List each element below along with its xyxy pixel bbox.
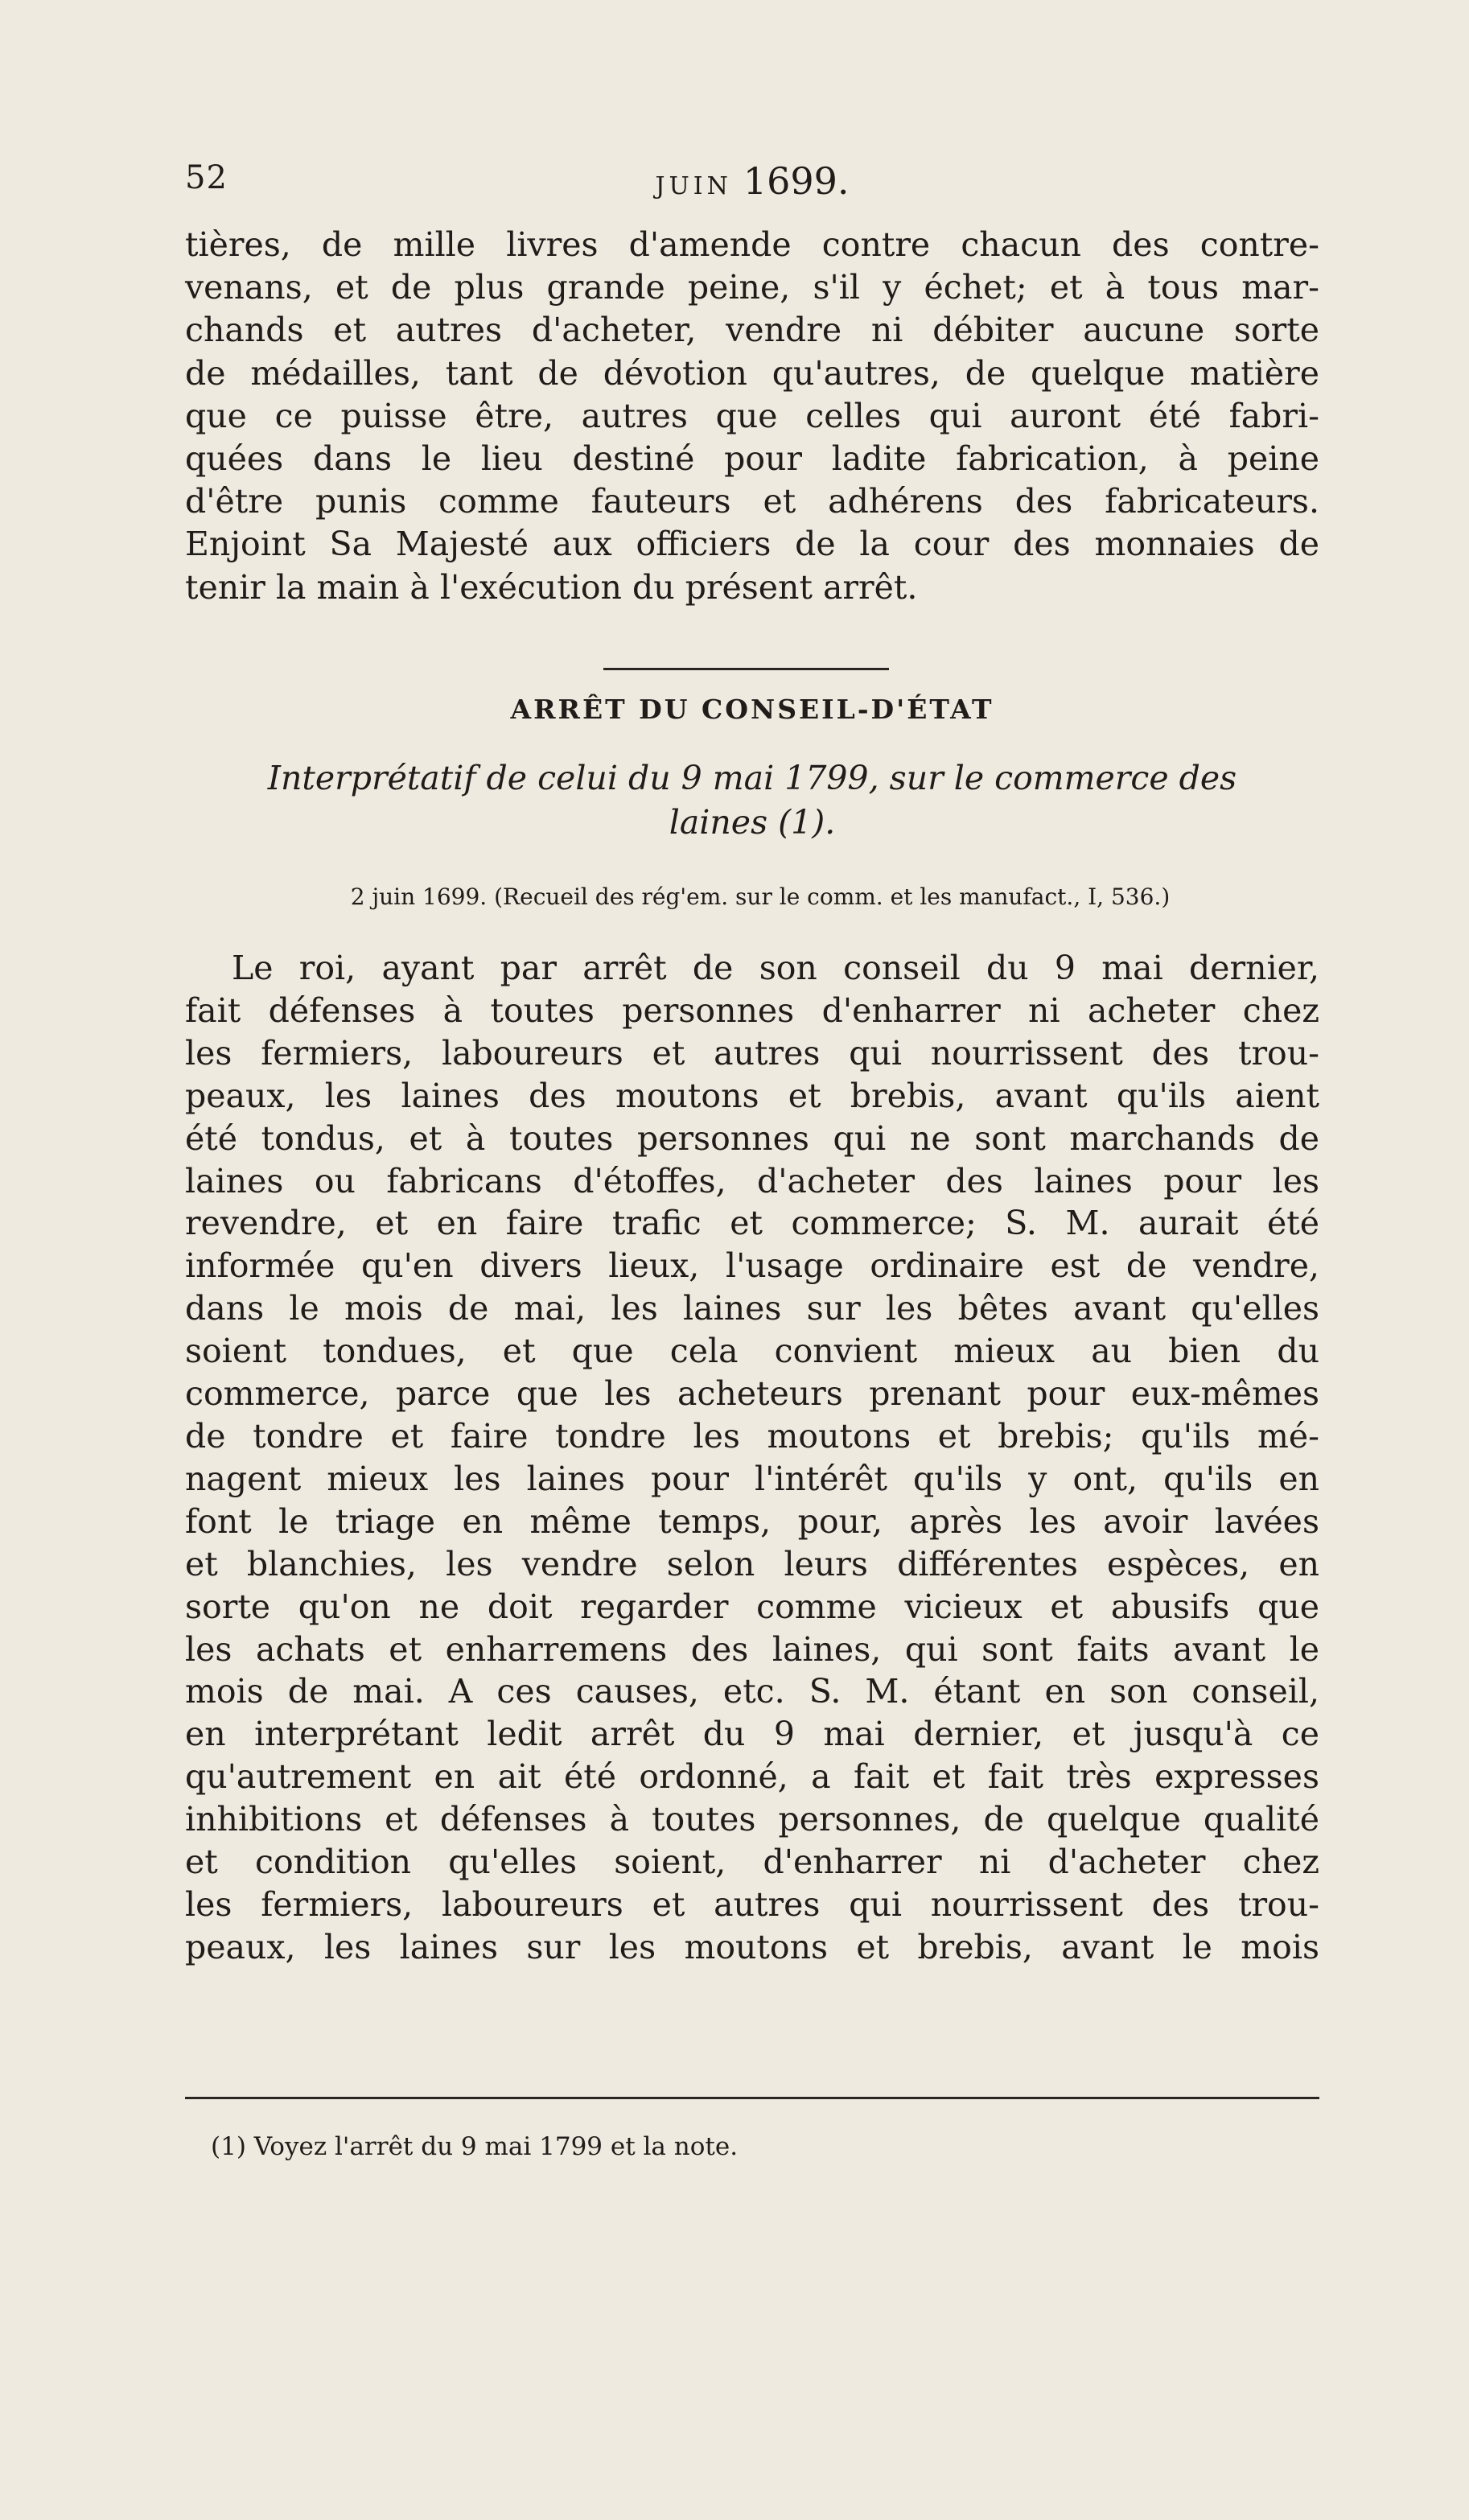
decree-title: ARRÊT DU CONSEIL-D'ÉTAT: [510, 694, 994, 725]
text-line: tenir la main à l'exécution du présent arrêt.: [185, 567, 918, 607]
text-line: tières, de mille livres d'amende contre chacun des contre-: [185, 225, 1319, 264]
text-line: soient tondues, et que cela convient mieux au bien du: [185, 1332, 1319, 1371]
decree-source-citation: 2 juin 1699. (Recueil des rég'em. sur le comm. et les manufact., I, 536.): [350, 883, 1171, 910]
text-line: revendre, et en faire trafic et commerce; S. M. aurait été: [185, 1204, 1319, 1243]
text-line: peaux, les laines des moutons et brebis, avant qu'ils aient: [185, 1076, 1319, 1115]
text-line: dans le mois de mai, les laines sur les bêtes avant qu'elles: [185, 1289, 1319, 1328]
text-line: commerce, parce que les acheteurs prenant pour eux-mêmes: [185, 1374, 1319, 1414]
text-line: laines ou fabricans d'étoffes, d'acheter des laines pour les: [185, 1161, 1319, 1200]
text-line: informée qu'en divers lieux, l'usage ordinaire est de vendre,: [185, 1246, 1319, 1286]
text-line: en interprétant ledit arrêt du 9 mai dernier, et jusqu'à ce: [185, 1715, 1319, 1754]
decree-subtitle: [193, 756, 1311, 845]
decree-subtitle-line: Interprétatif de celui du 9 mai 1799, sur le commerce des: [267, 759, 1237, 797]
text-line: nagent mieux les laines pour l'intérêt qu'ils y ont, qu'ils en: [185, 1459, 1319, 1498]
text-line: les achats et enharremens des laines, qui sont faits avant le: [185, 1629, 1319, 1669]
text-line: Le roi, ayant par arrêt de son conseil du 9 mai dernier,: [232, 949, 1319, 987]
text-line: inhibitions et défenses à toutes personnes, de quelque qualité: [185, 1800, 1319, 1839]
text-line: les fermiers, laboureurs et autres qui nourrissent des trou-: [185, 1033, 1319, 1073]
text-line: Enjoint Sa Majesté aux officiers de la cour des monnaies de: [185, 525, 1319, 564]
text-line: et blanchies, les vendre selon leurs différentes espèces, en: [185, 1544, 1319, 1583]
page-header: [185, 159, 1319, 216]
text-line: mois de mai. A ces causes, etc. S. M. étant en son conseil,: [185, 1672, 1319, 1711]
running-head: [185, 159, 1319, 203]
text-line: chands et autres d'acheter, vendre ni débiter aucune sorte: [185, 311, 1319, 350]
text-line: qu'autrement en ait été ordonné, a fait et fait très expresses: [185, 1757, 1319, 1797]
footnote-divider: [185, 2097, 1319, 2099]
paragraph-two: [185, 947, 1319, 1969]
text-line: sorte qu'on ne doit regarder comme vicieux et abusifs que: [185, 1587, 1319, 1626]
text-line: fait défenses à toutes personnes d'enharrer ni acheter chez: [185, 990, 1319, 1030]
running-head-month: JUIN: [655, 172, 732, 200]
footnote: (1) Voyez l'arrêt du 9 mai 1799 et la note.: [211, 2132, 739, 2161]
decree-subtitle-line: laines (1).: [669, 803, 836, 842]
text-line: et condition qu'elles soient, d'enharrer ni d'acheter chez: [185, 1843, 1319, 1882]
text-line: que ce puisse être, autres que celles qui auront été fabri-: [185, 396, 1319, 435]
running-head-year: 1699.: [743, 159, 850, 203]
text-line: de médailles, tant de dévotion qu'autres, de quelque matière: [185, 353, 1319, 393]
text-line: été tondus, et à toutes personnes qui ne sont marchands de: [185, 1118, 1319, 1158]
section-divider: [603, 668, 889, 670]
page-number: 52: [185, 159, 228, 196]
text-line: peaux, les laines sur les moutons et brebis, avant le mois: [185, 1927, 1319, 1966]
text-line: venans, et de plus grande peine, s'il y échet; et à tous mar-: [185, 268, 1319, 307]
text-line: quées dans le lieu destiné pour ladite fabrication, à peine: [185, 439, 1319, 479]
text-line: de tondre et faire tondre les moutons et brebis; qu'ils mé-: [185, 1416, 1319, 1456]
text-line: d'être punis comme fauteurs et adhérens des fabricateurs.: [185, 482, 1319, 521]
paragraph-one: [185, 224, 1319, 609]
text-line: les fermiers, laboureurs et autres qui nourrissent des trou-: [185, 1884, 1319, 1924]
text-line: font le triage en même temps, pour, après les avoir lavées: [185, 1501, 1319, 1541]
